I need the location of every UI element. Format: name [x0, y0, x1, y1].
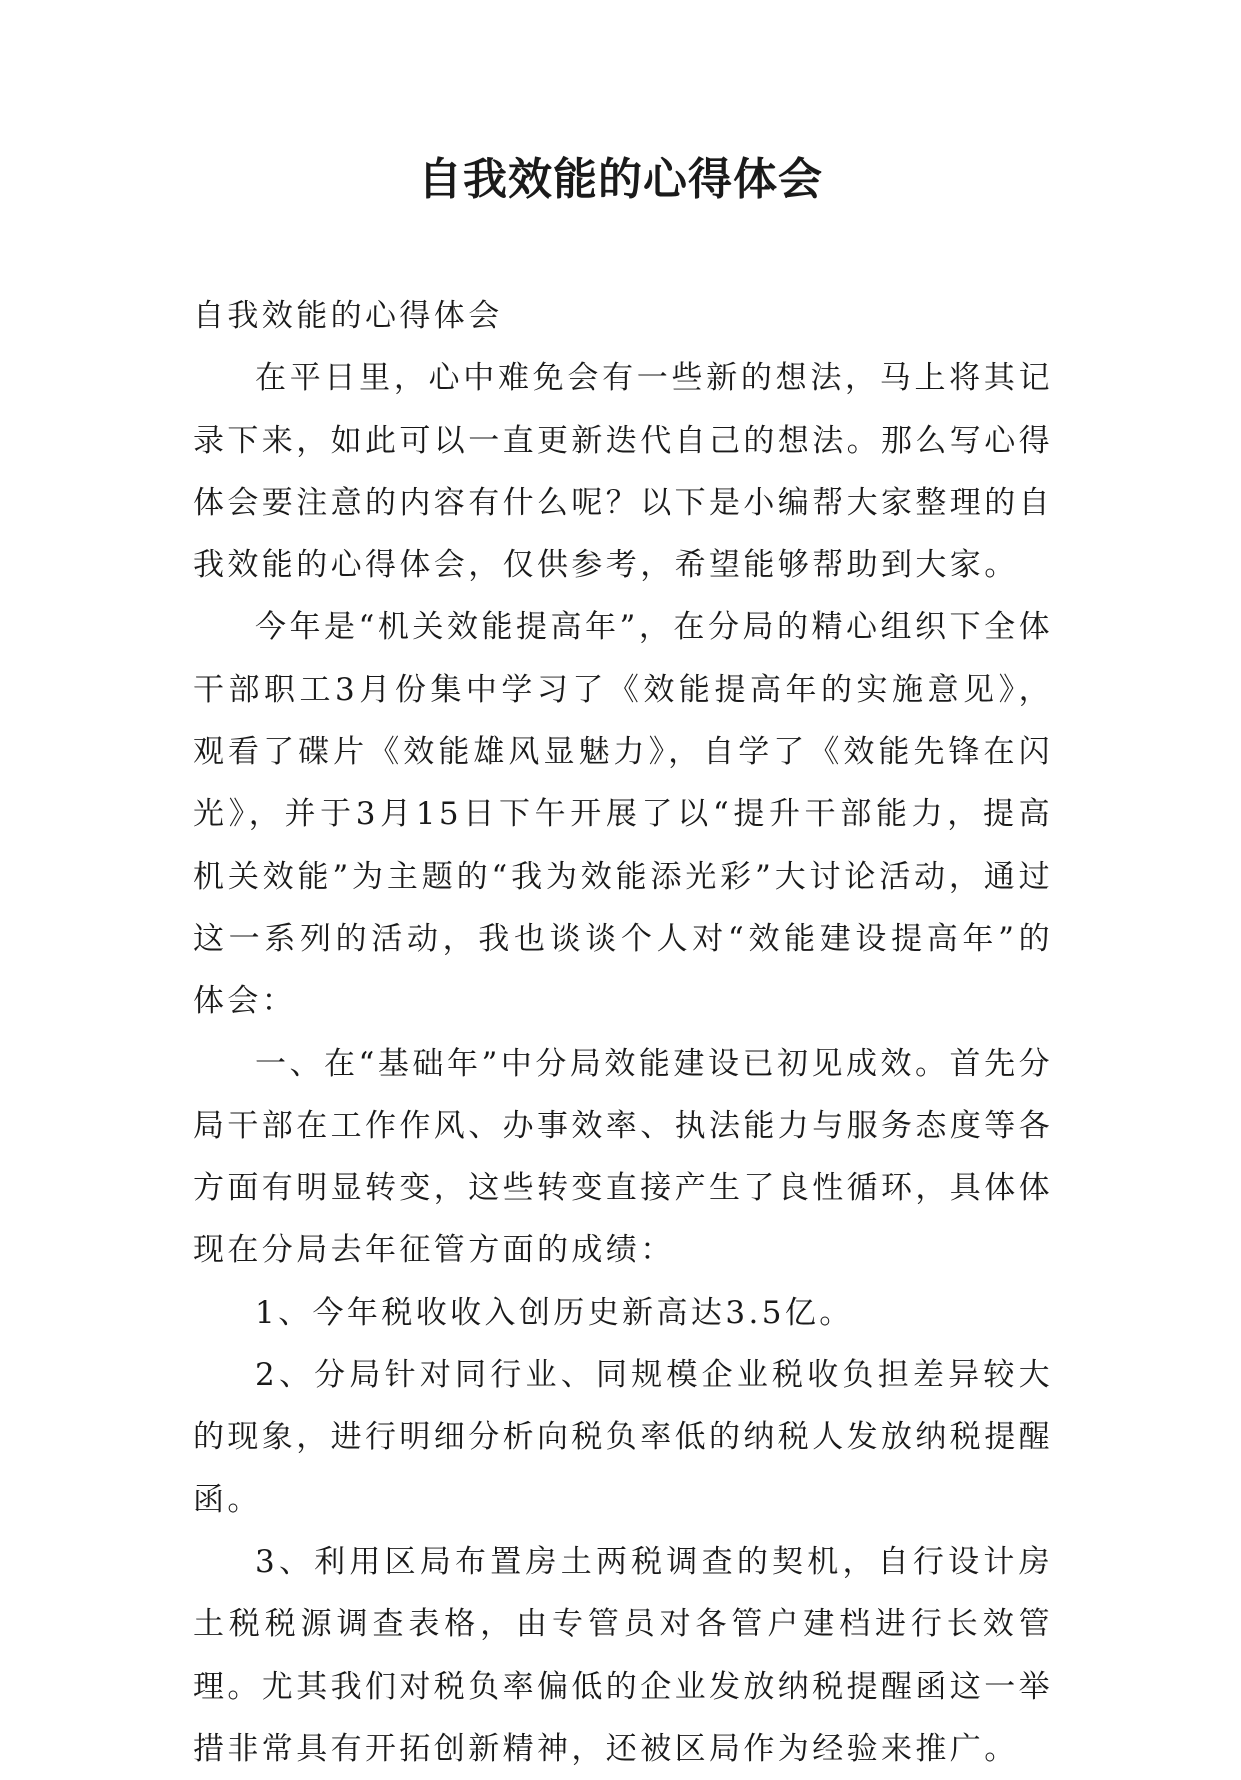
document-title: 自我效能的心得体会 — [418, 154, 823, 205]
paragraph-subtitle: 自我效能的心得体会 — [193, 298, 503, 334]
paragraph-intro: 在平日里，心中难免会有一些新的想法，马上将其记录下来，如此可以一直更新迭代自己的想法。那么写心得体会要注意的内容有什么呢？以下是小编帮大家整理的自我效能的心得体会，仅供参考，希望能够帮助到大家。 — [193, 360, 1053, 584]
document-body — [193, 285, 1053, 1780]
paragraph-item-3: 3、利用区局布置房土两税调查的契机，自行设计房土税税源调查表格，由专管员对各管户建档进行长效管理。尤其我们对税负率偏低的企业发放纳税提醒函这一举措非常具有开拓创新精神，还被区局作为经验来推广。 — [193, 1543, 1053, 1767]
paragraph-item-1: 1、今年税收收入创历史新高达3.5亿。 — [255, 1294, 854, 1331]
paragraph-background: 今年是“机关效能提高年”，在分局的精心组织下全体干部职工3月份集中学习了《效能提高年的实施意见》，观看了碟片《效能雄风显魅力》，自学了《效能先锋在闪光》，并于3月15日下午开展了以“提升干部能力，提高机关效能”为主题的“我为效能添光彩”大讨论活动，通过这一系列的活动，我也谈谈个人对“效能建设提高年”的体会： — [193, 609, 1053, 1020]
paragraph-section-one: 一、在“基础年”中分局效能建设已初见成效。首先分局干部在工作作风、办事效率、执法能力与服务态度等各方面有明显转变，这些转变直接产生了良性循环，具体体现在分局去年征管方面的成绩： — [193, 1045, 1053, 1269]
paragraph-item-2: 2、分局针对同行业、同规模企业税收负担差异较大的现象，进行明细分析向税负率低的纳税人发放纳税提醒函。 — [193, 1357, 1053, 1518]
